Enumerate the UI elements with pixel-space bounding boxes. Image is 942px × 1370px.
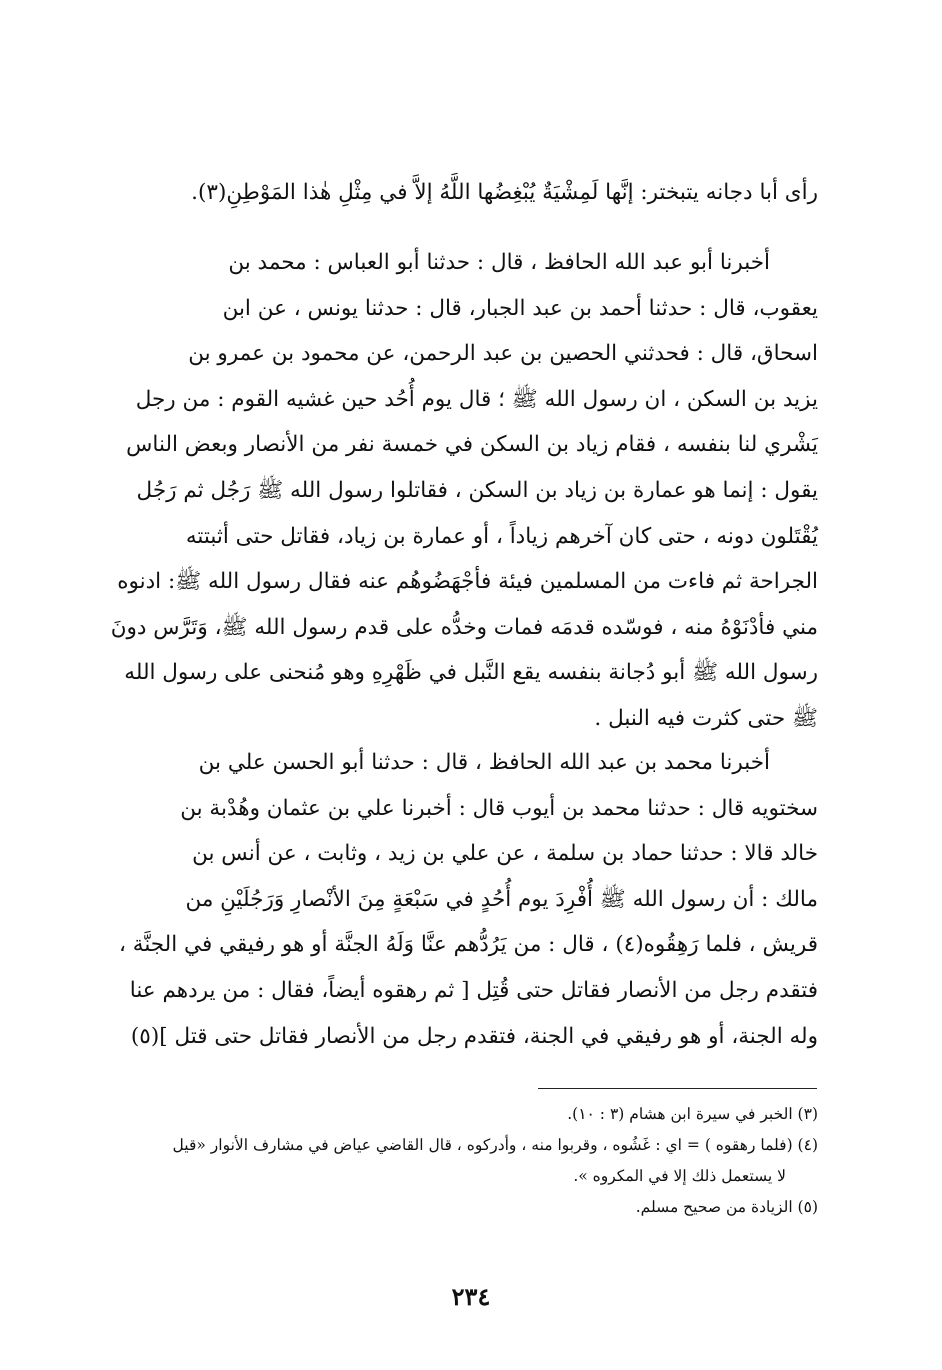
footnote-divider: [538, 1088, 817, 1089]
paragraph-2-line-11: ﷺ حتى كثرت فيه النبل .: [594, 705, 818, 731]
page-number: ٢٣٤: [451, 1282, 491, 1311]
paragraph-2-line-8: الجراحة ثم فاءت من المسلمين فيئة فأجْهَضُوهُم عنه فقال رسول الله ﷺ: ادنوه: [117, 569, 818, 595]
paragraph-3-line-6: فتقدم رجل من الأنصار فقاتل حتى قُتِل [ ثم رهقوه أيضاً، فقال : من يردهم عنا: [129, 977, 818, 1003]
paragraph-1: [90, 170, 818, 216]
paragraph-2-line-2: يعقوب، قال : حدثنا أحمد بن عبد الجبار، قال : حدثنا يونس ، عن ابن: [222, 295, 818, 321]
paragraph-2: [90, 240, 818, 742]
paragraph-2-line-7: يُقْتَلون دونه ، حتى كان آخرهم زياداً ، أو عمارة بن زياد، فقاتل حتى أثبتته: [185, 523, 818, 549]
paragraph-2-line-4: يزيد بن السكن ، ان رسول الله ﷺ ؛ قال يوم أُحُد حين غشيه القوم : من رجل: [135, 386, 818, 412]
paragraph-3: [90, 740, 818, 1059]
paragraph-3-line-4: مالك : أن رسول الله ﷺ أُفْرِدَ يوم أُحُدٍ في سَبْعَةٍ مِنَ الأنْصارِ وَرَجُلَيْنِ من: [185, 886, 818, 912]
paragraph-3-line-7: وله الجنة، أو هو رفيقي في الجنة، فتقدم رجل من الأنصار فقاتل حتى قتل ](٥): [130, 1023, 818, 1049]
footnote-5: (٥) الزيادة من صحيح مسلم.: [635, 1198, 818, 1216]
paragraph-3-line-2: سختويه قال : حدثنا محمد بن أيوب قال : أخبرنا علي بن عثمان وهُدْبة بن: [180, 795, 818, 821]
paragraph-3-line-5: قريش ، فلما رَهِقُوه(٤) ، قال : من يَرُدُّهم عنَّا وَلَهُ الجنَّة أو هو رفيقي في الجنَّة ،: [119, 932, 818, 958]
paragraph-3-line-3: خالد قالا : حدثنا حماد بن سلمة ، عن علي بن زيد ، وثابت ، عن أنس بن: [192, 841, 818, 867]
paragraph-1-line-1: رأى أبا دجانه يتبختر: إنَّها لَمِشْيَةٌ يُبْغِضُها اللَّهُ إلاَّ في مِثْلِ هٰذا المَوْطِنِ(٣).: [191, 180, 818, 205]
paragraph-2-line-9: مني فأدْنَوْهُ منه ، فوسّده قدمَه فمات وخدُّه على قدم رسول الله ﷺ، وَتَرَّس دونَ: [110, 614, 818, 640]
paragraph-3-line-1: أخبرنا محمد بن عبد الله الحافظ ، قال : حدثنا أبو الحسن علي بن: [198, 750, 770, 775]
footnotes: [90, 1100, 818, 1224]
footnote-3: (٣) الخبر في سيرة ابن هشام (٣ : ١٠).: [567, 1105, 818, 1123]
footnote-4: (٤) (فلما رهقوه ) = اي : غَشُوه ، وقربوا منه ، وأدركوه ، قال القاضي عياض في مشارف الأنوار «قيل: [172, 1136, 818, 1154]
paragraph-2-line-1: أخبرنا أبو عبد الله الحافظ ، قال : حدثنا أبو العباس : محمد بن: [228, 250, 770, 275]
paragraph-2-line-3: اسحاق، قال : فحدثني الحصين بن عبد الرحمن، عن محمود بن عمرو بن: [188, 341, 818, 367]
paragraph-2-line-10: رسول الله ﷺ أبو دُجانة بنفسه يقع النَّبل في ظَهْرِهِ وهو مُنحنى على رسول الله: [124, 660, 818, 686]
paragraph-2-line-5: يَشْري لنا بنفسه ، فقام زياد بن السكن في خمسة نفر من الأنصار وبعض الناس: [126, 432, 818, 458]
paragraph-2-line-6: يقول : إنما هو عمارة بن زياد بن السكن ، فقاتلوا رسول الله ﷺ رَجُل ثم رَجُل: [136, 477, 818, 503]
footnote-4-continuation: لا يستعمل ذلك إلا في المكروه ».: [573, 1167, 786, 1185]
